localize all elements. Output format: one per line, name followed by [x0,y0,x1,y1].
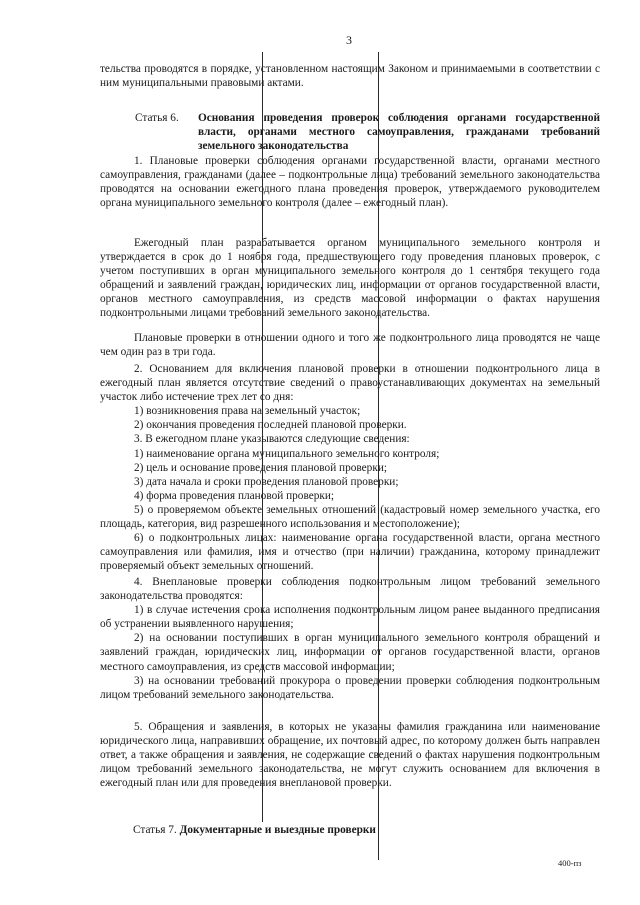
article-6-part-5 [100,720,600,790]
article-6-label: Статья 6. [135,112,179,124]
paragraph: Плановые проверки в отношении одного и того же подконтрольного лица проводятся не чаще чем один раз в три года. [100,332,600,359]
paragraph: 4. Внеплановые проверки соблюдения подконтрольным лицом требований земельного законодательства проводятся: [100,576,600,603]
paragraph: 1. Плановые проверки соблюдения органами государственной власти, органами местного самоуправления, гражданами (далее – подконтрольные лица) требований земельного законодательства проводятся на основании ежегодного плана проведения проверок, утверждаемого руководителем органа муниципального земельного контроля (далее – ежегодный план). [100,155,600,210]
list-item: 1) наименование органа муниципального земельного контроля; [134,447,440,460]
article-6-part-4 [100,575,600,702]
paragraph: 2. Основанием для включения плановой проверки в отношении подконтрольного лица в ежегодный план является отсутствие сведений о правоустанавливающих документах на земельный участок либо истечение трех лет со дня: [100,363,600,404]
list-item: 2) окончания проведения последней плановой проверки. [134,419,407,432]
intro-text: тельства проводятся в порядке, установленном настоящим Законом и принимаемыми в соответствии с ним муниципальными правовыми актами. [100,63,600,90]
article-7-heading [133,824,376,836]
article-6-part-1 [100,154,600,210]
annual-plan-paragraph [100,236,600,321]
paragraph: 5. Обращения и заявления, в которых не указаны фамилия гражданина или наименование юридического лица, направивших обращение, их почтовый адрес, по которому должен быть направлен ответ, а также обращения и заявления, не содержащие сведений о фактах нарушения подконтрольным лицом требований земельного законодательства, не могут служить основанием для включения в ежегодный план или для проведения внеплановой проверки. [100,721,600,790]
list-item: 4) форма проведения плановой проверки; [134,489,335,502]
document-stamp: 400-пз [558,858,582,868]
list-item: 6) о подконтрольных лицах: наименование органа государственной власти, органа местного самоуправления или фамилия, имя и отчество (при наличии) гражданина, которому принадлежит проверяемый объект земельных отношений. [100,532,600,573]
frequency-paragraph [100,331,600,359]
list-item: 1) возникновения права на земельный участок; [134,405,361,418]
article-7-label: Статья 7. [133,824,177,836]
paragraph: 3. В ежегодном плане указываются следующие сведения: [134,433,410,446]
list-item: 1) в случае истечения срока исполнения подконтрольным лицом ранее выданного предписания об устранении выявленного нарушения; [100,604,600,631]
list-item: 5) о проверяемом объекте земельных отношений (кадастровый номер земельного участка, его площадь, категория, вид разрешенного использования и местоположение); [100,503,600,531]
list-item: 2) на основании поступивших в орган муниципального земельного контроля обращений и заявлений граждан, юридических лиц, информации от органов государственной власти, органов местного самоуправления, из средств массовой информации; [100,632,600,673]
article-6-title: Основания проведения проверок соблюдения органами государственной власти, органами местного самоуправления, гражданами требований земельного законодательства [198,112,600,153]
article-6-parts-2-3 [100,362,600,573]
article-6-heading [100,111,600,153]
page-number: 3 [346,33,352,47]
list-item: 3) на основании требований прокурора о проведении проверки соблюдения подконтрольным лицом требований земельного законодательства. [100,674,600,701]
paragraph: Ежегодный план разрабатывается органом муниципального земельного контроля и утверждается в срок до 1 ноября года, предшествующего году проведения плановых проверок, с учетом поступивших в орган муниципального земельного контроля до 1 сентября текущего года обращений и заявлений граждан, юридических лиц, информации от органов государственной власти, органов местного самоуправления, из средств массовой информации о фактах нарушения подконтрольными лицами требований земельного законодательства. [100,237,600,320]
list-item: 3) дата начала и сроки проведения плановой проверки; [134,475,399,488]
list-item: 2) цель и основание проведения плановой проверки; [134,461,388,474]
intro-paragraph [100,62,600,90]
article-7-title: Документарные и выездные проверки [179,824,376,836]
